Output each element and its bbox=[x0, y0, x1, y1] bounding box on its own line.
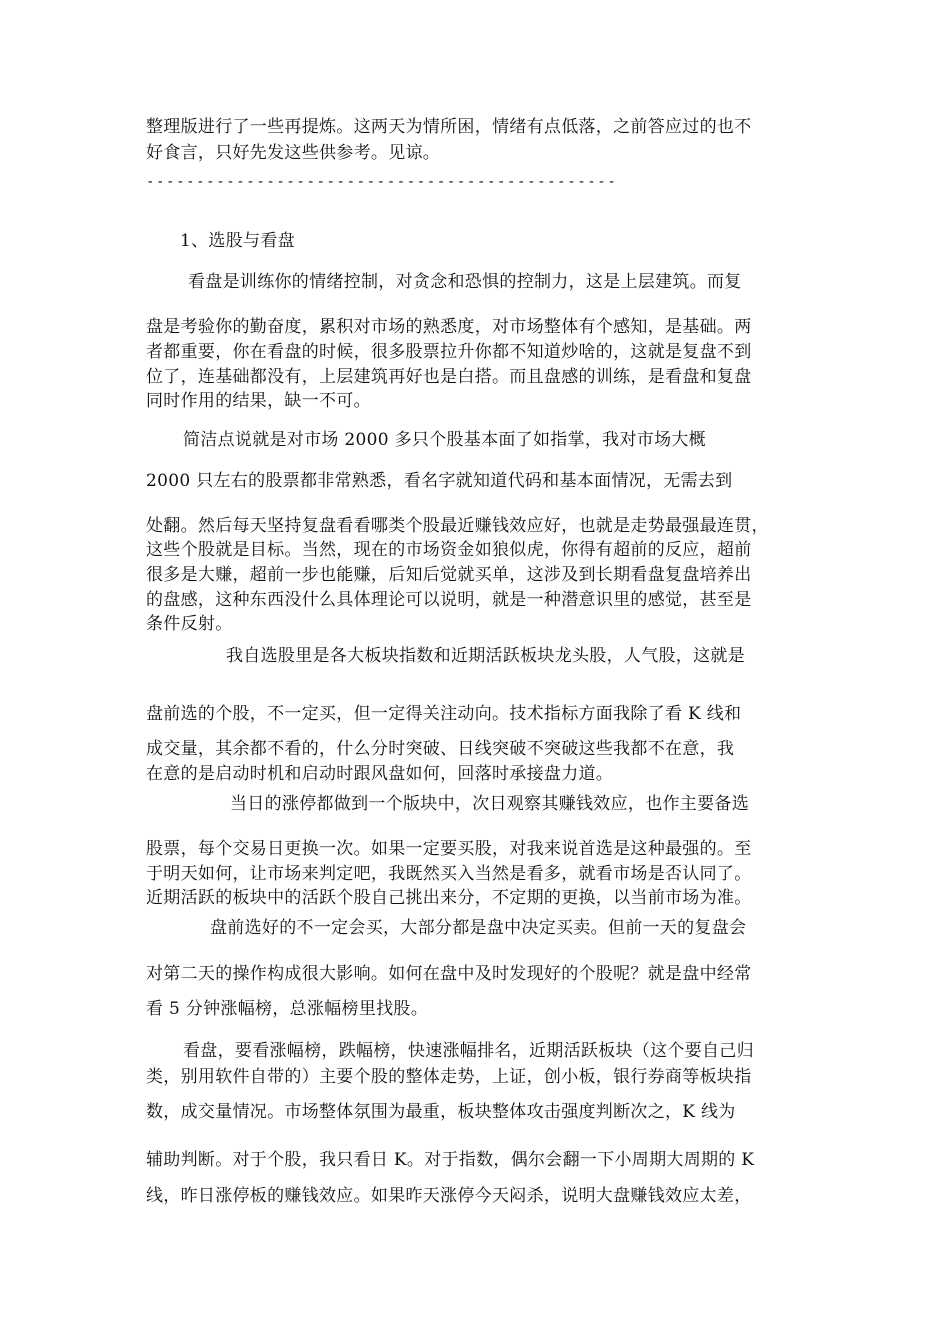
paragraph-line: 类，别用软件自带的）主要个股的整体走势，上证，创小板，银行券商等板块指 bbox=[146, 1067, 752, 1087]
paragraph-line: 辅助判断。对于个股，我只看日 K。对于指数，偶尔会翻一下小周期大周期的 K bbox=[146, 1150, 755, 1170]
section-heading: 1、选股与看盘 bbox=[180, 231, 295, 251]
paragraph-line: 条件反射。 bbox=[146, 614, 233, 634]
paragraph-line: 位了，连基础都没有，上层建筑再好也是白搭。而且盘感的训练，是看盘和复盘 bbox=[146, 367, 752, 387]
paragraph-line: 同时作用的结果，缺一不可。 bbox=[146, 391, 371, 411]
paragraph-line: 在意的是启动时机和启动时跟风盘如何，回落时承接盘力道。 bbox=[146, 764, 614, 784]
paragraph-line: 整理版进行了一些再提炼。这两天为情所困，情绪有点低落，之前答应过的也不 bbox=[146, 117, 752, 137]
paragraph-line: 成交量，其余都不看的，什么分时突破、日线突破不突破这些我都不在意，我 bbox=[146, 739, 735, 759]
separator-line: ----------------------------------------------- bbox=[146, 174, 618, 190]
paragraph-line: 股票，每个交易日更换一次。如果一定要买股，对我来说首选是这种最强的。至 bbox=[146, 839, 752, 859]
paragraph-line: 盘前选好的不一定会买，大部分都是盘中决定买卖。但前一天的复盘会 bbox=[210, 918, 747, 938]
paragraph-line: 数，成交量情况。市场整体氛围为最重，板块整体攻击强度判断次之，K 线为 bbox=[146, 1102, 736, 1122]
paragraph-line: 处翻。然后每天坚持复盘看看哪类个股最近赚钱效应好，也就是走势最强最连贯， bbox=[146, 516, 769, 536]
paragraph-line: 看盘是训练你的情绪控制，对贪念和恐惧的控制力，这是上层建筑。而复 bbox=[188, 272, 742, 292]
paragraph-line: 近期活跃的板块中的活跃个股自己挑出来分，不定期的更换，以当前市场为准。 bbox=[146, 888, 752, 908]
paragraph-line: 2000 只左右的股票都非常熟悉，看名字就知道代码和基本面情况，无需去到 bbox=[146, 471, 733, 491]
paragraph-line: 线，昨日涨停板的赚钱效应。如果昨天涨停今天闷杀，说明大盘赚钱效应太差， bbox=[146, 1186, 752, 1206]
paragraph-line: 对第二天的操作构成很大影响。如何在盘中及时发现好的个股呢？就是盘中经常 bbox=[146, 964, 752, 984]
paragraph-line: 这些个股就是目标。当然，现在的市场资金如狼似虎，你得有超前的反应，超前 bbox=[146, 540, 752, 560]
paragraph-line: 盘是考验你的勤奋度，累积对市场的熟悉度，对市场整体有个感知，是基础。两 bbox=[146, 317, 752, 337]
paragraph-line: 当日的涨停都做到一个版块中，次日观察其赚钱效应，也作主要备选 bbox=[230, 794, 749, 814]
paragraph-line: 很多是大赚，超前一步也能赚，后知后觉就买单，这涉及到长期看盘复盘培养出 bbox=[146, 565, 752, 585]
paragraph-line: 看盘，要看涨幅榜，跌幅榜，快速涨幅排名，近期活跃板块（这个要自己归 bbox=[183, 1041, 754, 1061]
paragraph-line: 看 5 分钟涨幅榜，总涨幅榜里找股。 bbox=[146, 999, 429, 1019]
paragraph-line: 盘前选的个股，不一定买，但一定得关注动向。技术指标方面我除了看 K 线和 bbox=[146, 704, 742, 724]
paragraph-line: 者都重要，你在看盘的时候，很多股票拉升你都不知道炒啥的，这就是复盘不到 bbox=[146, 342, 752, 362]
paragraph-line: 好食言，只好先发这些供参考。见谅。 bbox=[146, 143, 441, 163]
paragraph-line: 于明天如何，让市场来判定吧，我既然买入当然是看多，就看市场是否认同了。 bbox=[146, 864, 752, 884]
paragraph-line: 简洁点说就是对市场 2000 多只个股基本面了如指掌，我对市场大概 bbox=[183, 430, 706, 450]
paragraph-line: 我自选股里是各大板块指数和近期活跃板块龙头股，人气股，这就是 bbox=[226, 646, 745, 666]
paragraph-line: 的盘感，这种东西没什么具体理论可以说明，就是一种潜意识里的感觉，甚至是 bbox=[146, 590, 752, 610]
